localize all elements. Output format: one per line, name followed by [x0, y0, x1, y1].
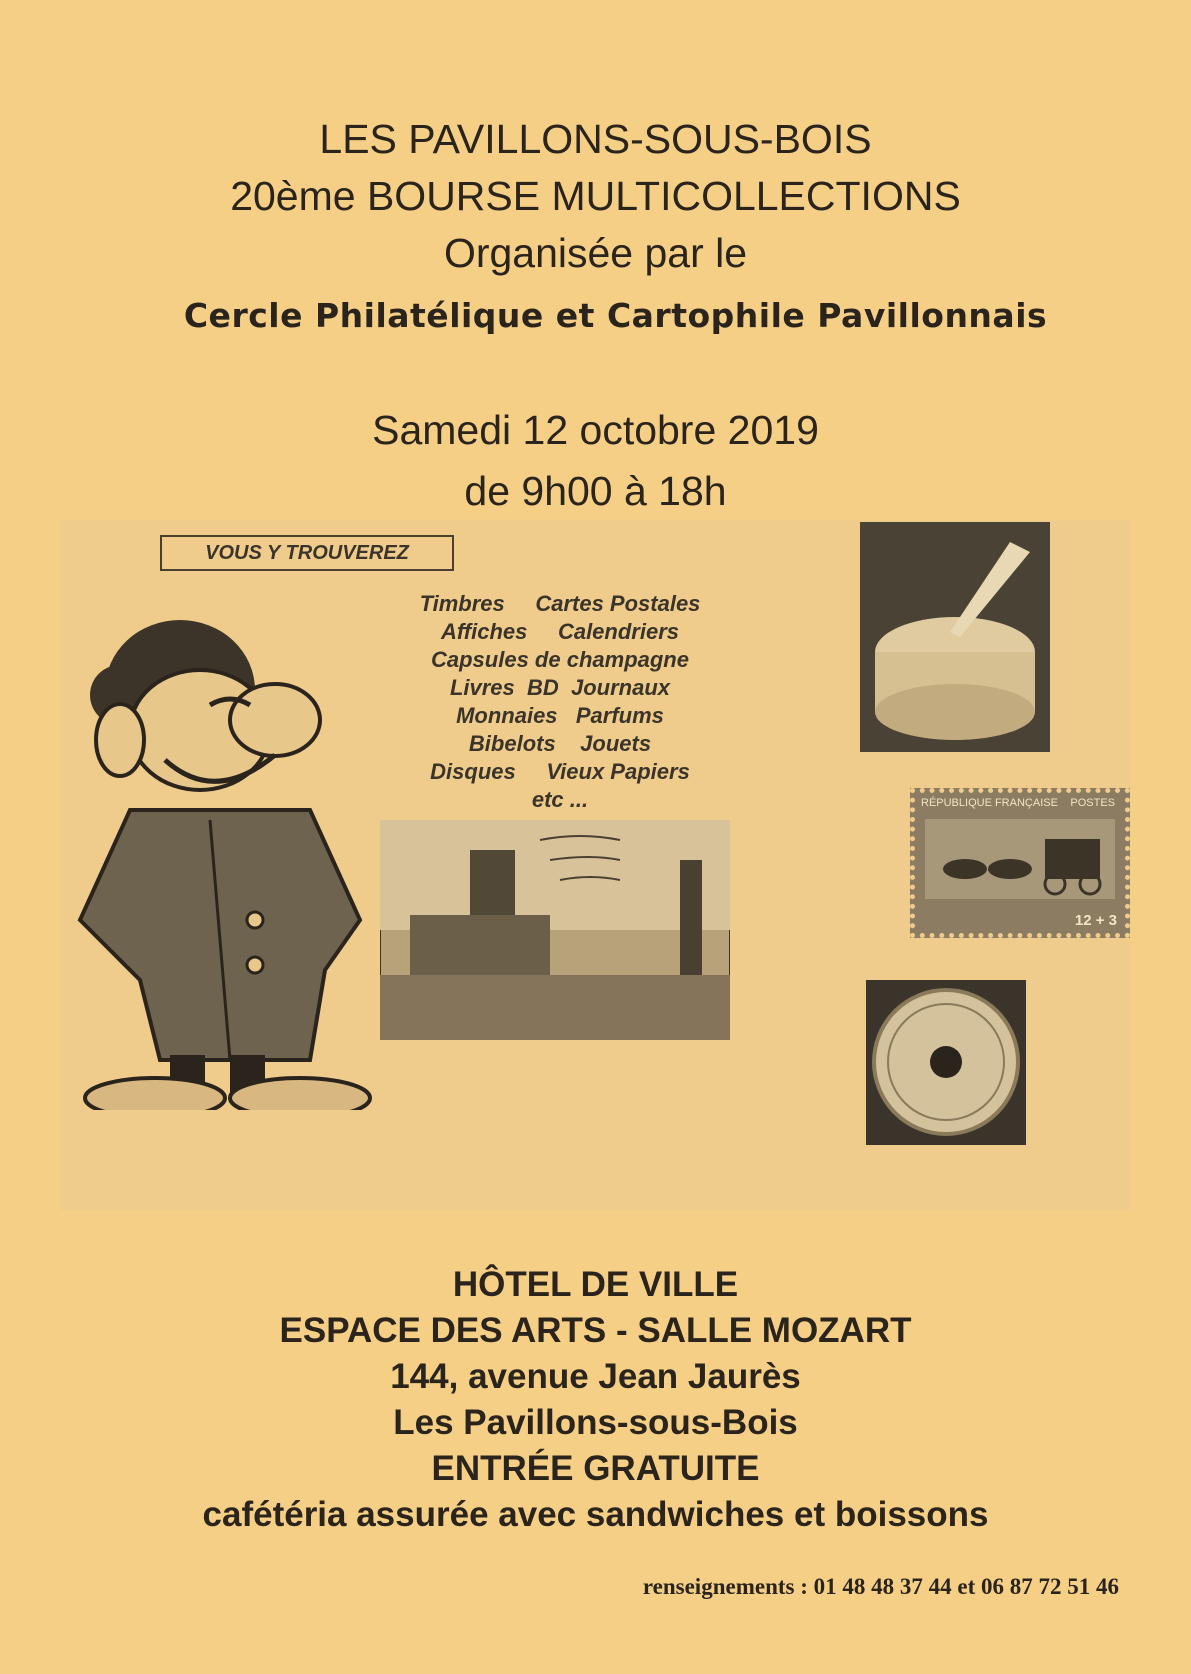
title-organiser-intro: Organisée par le [443, 230, 748, 276]
stamp-value: 12 + 3 [1074, 912, 1117, 929]
venue-line: Les Pavillons-sous-Bois [393, 1403, 798, 1442]
postcard-photo [380, 820, 730, 1040]
stamp-postes-text: POSTES [1070, 797, 1115, 809]
list-item: Bibelots Jouets [468, 731, 652, 756]
organiser-name: Cercle Philatélique et Cartophile Pavillonnais [183, 296, 1048, 335]
collage [60, 520, 1130, 1210]
list-item: Disques Vieux Papiers [430, 759, 690, 784]
event-date: Samedi 12 octobre 2019 [372, 407, 819, 453]
venue-line: ENTRÉE GRATUITE [431, 1449, 760, 1488]
title-event: 20ème BOURSE MULTICOLLECTIONS [230, 173, 961, 219]
items-list [390, 590, 730, 814]
venue-line: HÔTEL DE VILLE [452, 1265, 739, 1304]
list-item: Affiches Calendriers [440, 619, 679, 644]
title-city: LES PAVILLONS-SOUS-BOIS [319, 116, 872, 162]
venue-block [0, 1262, 1191, 1538]
list-item: Timbres Cartes Postales [419, 591, 701, 616]
venue-line: cafétéria assurée avec sandwiches et boissons [202, 1495, 989, 1534]
cartoon-character-illustration [60, 590, 380, 1110]
stagecoach-icon [925, 819, 1115, 899]
venue-line: 144, avenue Jean Jaurès [390, 1357, 801, 1396]
list-item: Livres BD Journaux [449, 675, 671, 700]
vous-y-trouverez-box: VOUS Y TROUVEREZ [160, 535, 454, 571]
venue-line: ESPACE DES ARTS - SALLE MOZART [279, 1311, 912, 1350]
coin-photo [866, 980, 1026, 1145]
stamp-country-text: RÉPUBLIQUE FRANÇAISE [921, 797, 1058, 809]
contact-info: renseignements : 01 48 48 37 44 et 06 87 72 51 46 [642, 1574, 1119, 1599]
list-item: Monnaies Parfums [456, 703, 664, 728]
list-item: etc ... [531, 787, 589, 812]
inkwell-photo [860, 522, 1050, 752]
event-hours: de 9h00 à 18h [464, 468, 727, 514]
postage-stamp [910, 788, 1130, 938]
list-item: Capsules de champagne [431, 647, 689, 672]
